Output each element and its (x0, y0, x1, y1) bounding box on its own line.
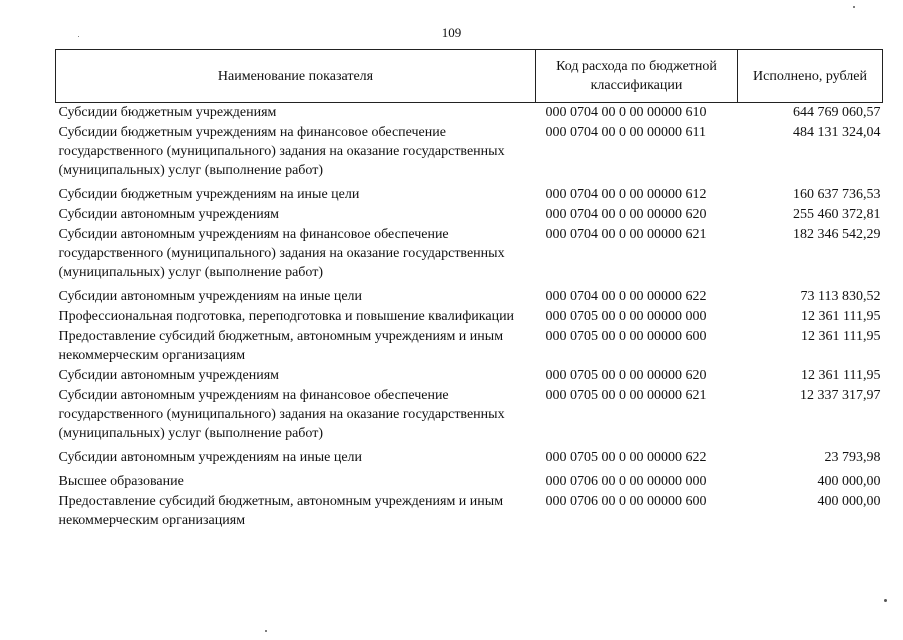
budget-code: 000 0705 00 0 00 00000 600 (545, 329, 707, 344)
table-row (56, 492, 883, 531)
amount-executed: 255 460 372,81 (793, 207, 881, 222)
budget-code: 000 0704 00 0 00 00000 611 (545, 125, 706, 140)
amount-executed: 12 361 111,95 (801, 309, 881, 324)
table-row (56, 103, 883, 124)
header-row (56, 50, 883, 103)
amount-executed: 484 131 324,04 (793, 125, 881, 140)
indicator-name: Субсидии бюджетным учреждениям на иные цели (58, 187, 360, 202)
table-body (56, 103, 883, 532)
budget-execution-table (55, 49, 883, 531)
table-row (56, 468, 883, 492)
page-number: 109 (441, 25, 462, 40)
amount-executed: 182 346 542,29 (793, 227, 881, 242)
table-row (56, 327, 883, 366)
indicator-name: Профессиональная подготовка, переподготовка и повышение квалификации (58, 309, 515, 324)
budget-code: 000 0704 00 0 00 00000 610 (545, 105, 707, 120)
indicator-name: Субсидии автономным учреждениям на финансовое обеспечение государственного (муниципального) задания на оказание государственных (муниципальных) услуг (выполнение работ) (58, 227, 505, 280)
amount-executed: 400 000,00 (817, 494, 881, 509)
budget-code: 000 0704 00 0 00 00000 621 (545, 227, 707, 242)
table-row (56, 444, 883, 468)
scan-speck (853, 6, 855, 8)
indicator-name: Предоставление субсидий бюджетным, автономным учреждениям и иным некоммерческим организациям (58, 329, 504, 363)
budget-code: 000 0705 00 0 00 00000 620 (545, 368, 707, 383)
amount-executed: 23 793,98 (824, 450, 881, 465)
indicator-name: Субсидии автономным учреждениям (58, 368, 280, 383)
indicator-name: Субсидии автономным учреждениям на финансовое обеспечение государственного (муниципального) задания на оказание государственных (муниципальных) услуг (выполнение работ) (58, 388, 505, 441)
table-row (56, 225, 883, 283)
table-row (56, 386, 883, 444)
amount-executed: 12 361 111,95 (801, 329, 881, 344)
amount-executed: 73 113 830,52 (800, 289, 881, 304)
amount-executed: 644 769 060,57 (793, 105, 881, 120)
budget-code: 000 0704 00 0 00 00000 612 (545, 187, 707, 202)
budget-code: 000 0706 00 0 00 00000 000 (545, 474, 707, 489)
amount-executed: 400 000,00 (817, 474, 881, 489)
scan-speck (78, 36, 79, 37)
budget-code: 000 0705 00 0 00 00000 622 (545, 450, 707, 465)
scan-speck (884, 599, 887, 602)
table-row (56, 307, 883, 327)
indicator-name: Субсидии бюджетным учреждениям (58, 105, 277, 120)
header-budget-code: Код расхода по бюджетной классификации (536, 50, 738, 103)
budget-code: 000 0706 00 0 00 00000 600 (545, 494, 707, 509)
table-row (56, 181, 883, 205)
indicator-name: Субсидии автономным учреждениям (58, 207, 280, 222)
header-amount-executed: Исполнено, рублей (738, 50, 883, 103)
indicator-name: Субсидии автономным учреждениям на иные цели (58, 289, 363, 304)
indicator-name: Субсидии бюджетным учреждениям на финансовое обеспечение государственного (муниципального) задания на оказание государственных (муниципальных) услуг (выполнение работ) (58, 125, 505, 178)
table-row (56, 283, 883, 307)
header-indicator-name: Наименование показателя (56, 50, 536, 103)
table-header (56, 50, 883, 103)
indicator-name: Высшее образование (58, 474, 184, 489)
table-row (56, 366, 883, 386)
indicator-name: Предоставление субсидий бюджетным, автономным учреждениям и иным некоммерческим организациям (58, 494, 504, 528)
scan-speck (265, 630, 267, 632)
budget-code: 000 0704 00 0 00 00000 622 (545, 289, 707, 304)
amount-executed: 12 337 317,97 (800, 388, 881, 403)
indicator-name: Субсидии автономным учреждениям на иные цели (58, 450, 363, 465)
table-row (56, 123, 883, 181)
table-row (56, 205, 883, 225)
amount-executed: 12 361 111,95 (801, 368, 881, 383)
amount-executed: 160 637 736,53 (793, 187, 881, 202)
budget-code: 000 0705 00 0 00 00000 000 (545, 309, 707, 324)
budget-code: 000 0704 00 0 00 00000 620 (545, 207, 707, 222)
budget-code: 000 0705 00 0 00 00000 621 (545, 388, 707, 403)
